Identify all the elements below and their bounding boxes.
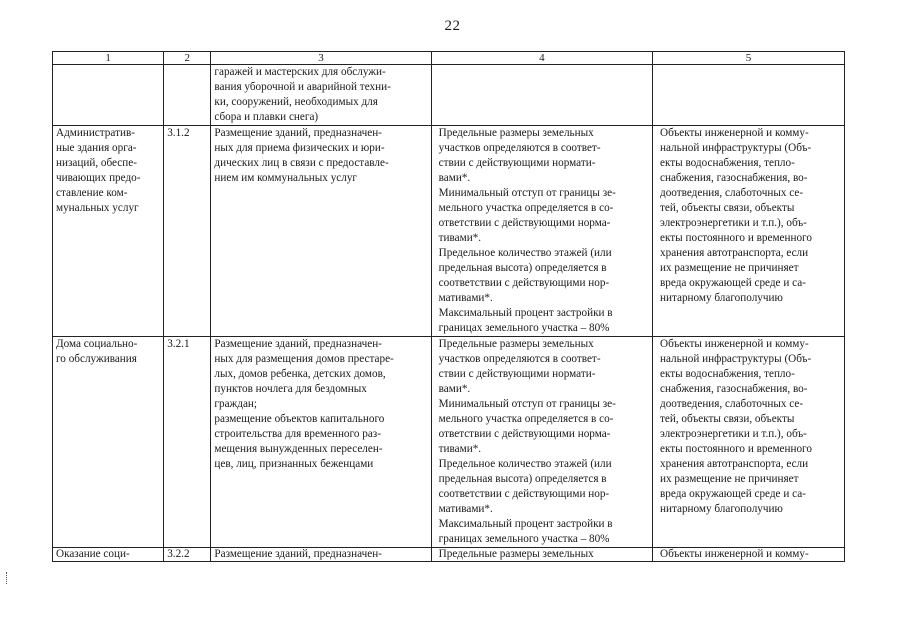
- use-name-cell: [53, 65, 164, 126]
- use-code-cell: [164, 65, 211, 126]
- use-code-cell: [164, 126, 211, 337]
- use-name: Административ- ные здания орга- низаций, обеспе- чивающих предо- ставление ком- мунальных услуг: [56, 127, 141, 214]
- column-header-4: 4: [431, 52, 652, 65]
- use-code-cell: [164, 548, 211, 562]
- use-parameters: Предельные размеры земельных участков определяются в соответ- ствии с действующими нормати- вами*. Минимальный отступ от границы зе- мельного участка определяется в со- ответствии с действующими норма- тивами*. Предельное количество этажей (или предельная высота) определяется в соответствии с действующими нор- мативами*. Максимальный процент застройки в границах земельного участка – 80%: [438, 338, 616, 545]
- use-code: 3.1.2: [167, 127, 190, 139]
- use-description-cell: [211, 548, 431, 562]
- use-name-cell: [53, 337, 164, 548]
- use-parameters: Предельные размеры земельных: [438, 548, 594, 560]
- column-header-5: 5: [653, 52, 845, 65]
- table-row: [53, 337, 845, 548]
- use-parameters-cell: [431, 126, 652, 337]
- use-code: 3.2.1: [167, 338, 190, 350]
- auxiliary-uses-cell: [653, 548, 845, 562]
- use-description: Размещение зданий, предназначен- ных для приема физических и юри- дических лиц в связи с предоставле- нием им коммунальных услуг: [214, 127, 389, 184]
- auxiliary-uses-cell: [653, 337, 845, 548]
- column-header-1: 1: [53, 52, 164, 65]
- use-code: 3.2.2: [167, 548, 190, 560]
- use-name-cell: [53, 548, 164, 562]
- use-description-cell: [211, 337, 431, 548]
- table-header-row: [53, 52, 845, 65]
- table-row: [53, 65, 845, 126]
- auxiliary-uses-cell: [653, 126, 845, 337]
- use-description: гаражей и мастерских для обслужи- вания уборочной и аварийной техни- ки, сооружений, необходимых для сбора и плавки снега): [214, 66, 391, 123]
- use-description-cell: [211, 65, 431, 126]
- auxiliary-uses: Объекты инженерной и комму- нальной инфраструктуры (Объ- екты водоснабжения, тепло- снабжения, газоснабжения, во- доотведения, слаботочных се- тей, объекты связи, объекты электроэнергетики и т.п.), объ- екты постоянного и временного хранения автотранспорта, если их размещение не причиняет вреда окружающей среде и са- нитарному благополучию: [660, 127, 812, 304]
- use-description-cell: [211, 126, 431, 337]
- table-row: [53, 548, 845, 562]
- use-name: Дома социально- го обслуживания: [56, 338, 138, 365]
- use-parameters-cell: [431, 337, 652, 548]
- column-header-3: 3: [211, 52, 431, 65]
- use-parameters: Предельные размеры земельных участков определяются в соответ- ствии с действующими нормати- вами*. Минимальный отступ от границы зе- мельного участка определяется в со- ответствии с действующими норма- тивами*. Предельное количество этажей (или предельная высота) определяется в соответствии с действующими нор- мативами*. Максимальный процент застройки в границах земельного участка – 80%: [438, 127, 616, 334]
- use-name: Оказание соци-: [56, 548, 130, 560]
- column-header-2: 2: [164, 52, 211, 65]
- use-parameters-cell: [431, 548, 652, 562]
- use-description: Размещение зданий, предназначен-: [214, 548, 382, 560]
- zoning-table: [52, 51, 845, 562]
- auxiliary-uses: Объекты инженерной и комму-: [660, 548, 809, 560]
- auxiliary-uses: Объекты инженерной и комму- нальной инфраструктуры (Объ- екты водоснабжения, тепло- снабжения, газоснабжения, во- доотведения, слаботочных се- тей, объекты связи, объекты электроэнергетики и т.п.), объ- екты постоянного и временного хранения автотранспорта, если их размещение не причиняет вреда окружающей среде и са- нитарному благополучию: [660, 338, 812, 515]
- scan-margin-mark: [6, 572, 11, 584]
- use-description: Размещение зданий, предназначен- ных для размещения домов престаре- лых, домов ребенка, детских домов, пунктов ночлега для бездомных граждан; размещение объектов капитального строительства для временного раз- мещения вынужденных переселен- цев, лиц, признанных беженцами: [214, 338, 394, 470]
- page-number: 22: [444, 18, 461, 34]
- auxiliary-uses-cell: [653, 65, 845, 126]
- use-code-cell: [164, 337, 211, 548]
- use-name-cell: [53, 126, 164, 337]
- use-parameters-cell: [431, 65, 652, 126]
- table-row: [53, 126, 845, 337]
